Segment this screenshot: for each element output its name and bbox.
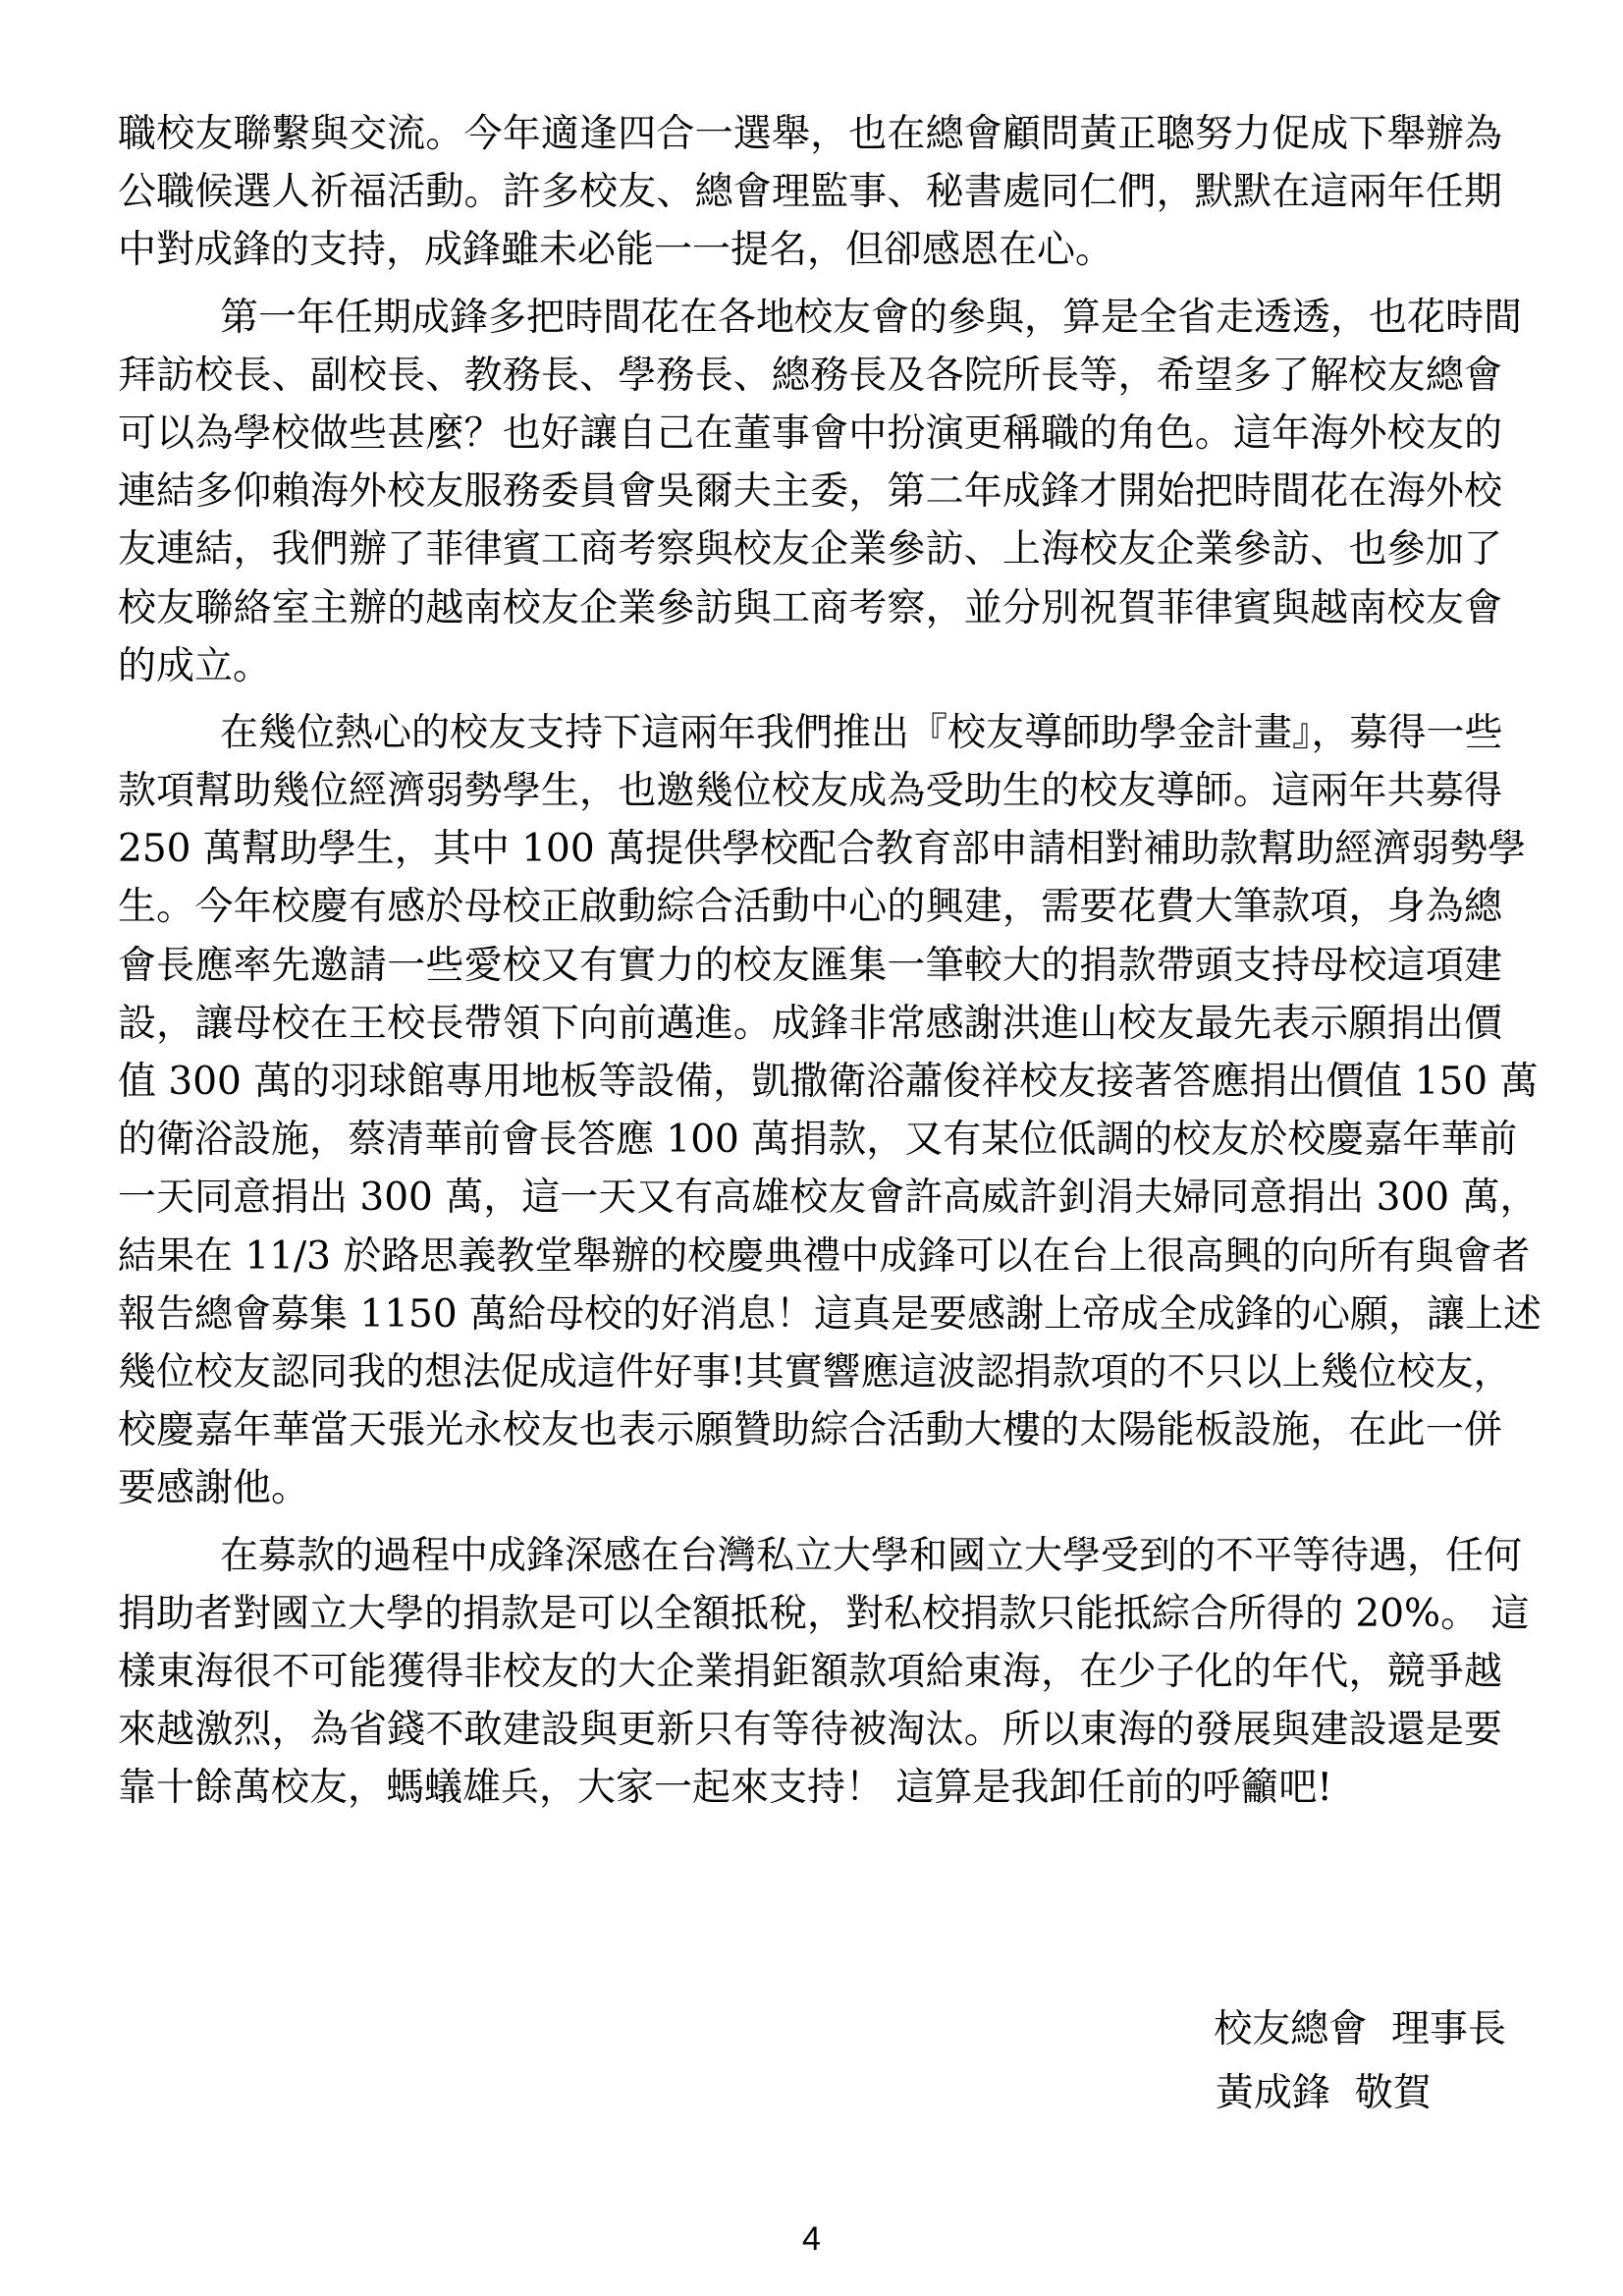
text-line: 結果在 11/3 於路思義教堂舉辦的校慶典禮中成鋒可以在台上很高興的向所有與會者 [118,1233,1531,1279]
text-line: 可以為學校做些甚麼？也好讓自己在董事會中扮演更稱職的角色。這年海外校友的 [118,410,1502,456]
text-line: 的衛浴設施，蔡清華前會長答應 100 萬捐款，又有某位低調的校友於校慶嘉年華前 [118,1118,1518,1163]
text-line: 要感謝他。 [118,1466,310,1511]
text-line: 會長應率先邀請一些愛校又有實力的校友匯集一筆較大的捐款帶頭支持母校這項建 [118,943,1502,988]
text-line: 中對成鋒的支持，成鋒雖未必能一一提名，但卻感恩在心。 [118,228,1114,273]
text-line: 的成立。 [118,643,272,688]
text-line: 友連結，我們辦了菲律賓工商考察與校友企業參訪、上海校友企業參訪、也參加了 [118,527,1502,573]
text-line: 校慶嘉年華當天張光永校友也表示願贊助綜合活動大樓的太陽能板設施，在此一併 [118,1408,1502,1453]
text-line: 連結多仰賴海外校友服務委員會吳爾夫主委，第二年成鋒才開始把時間花在海外校 [118,469,1502,515]
text-line: 校友聯絡室主辦的越南校友企業參訪與工商考察，並分別祝賀菲律賓與越南校友會 [118,585,1502,630]
text-line: 樣東海很不可能獲得非校友的大企業捐鉅額款項給東海，在少子化的年代，競爭越 [118,1649,1502,1694]
text-line: 職校友聯繫與交流。今年適逢四合一選舉，也在總會顧問黃正聰努力促成下舉辦為 [118,112,1502,156]
paragraph [118,105,1502,280]
text-line: 設，讓母校在王校長帶領下向前邁進。成鋒非常感謝洪進山校友最先表示願捐出價 [118,1001,1502,1046]
text-line: 靠十餘萬校友，螞蟻雄兵，大家一起來支持！ 這算是我卸任前的呼籲吧! [118,1766,1333,1811]
paragraph [118,289,1523,695]
text-line: 款項幫助幾位經濟弱勢學生，也邀幾位校友成為受助生的校友導師。這兩年共募得 [118,769,1502,814]
text-line: 第一年任期成鋒多把時間花在各地校友會的參與，算是全省走透透，也花時間 [220,295,1523,340]
text-line: 在募款的過程中成鋒深感在台灣私立大學和國立大學受到的不平等待遇，任何 [220,1533,1523,1578]
page-number: 4 [802,2220,821,2258]
signature-name: 黃成鋒 敬賀 [1216,2071,1432,2115]
text-line: 250 萬幫助學生，其中 100 萬提供學校配合教育部申請相對補助款幫助經濟弱勢學 [118,827,1527,872]
text-line: 公職候選人祈福活動。許多校友、總會理監事、秘書處同仁們，默默在這兩年任期 [118,170,1502,215]
text-line: 幾位校友認同我的想法促成這件好事!其實響應這波認捐款項的不只以上幾位校友， [118,1349,1512,1394]
text-line: 報告總會募集 1150 萬給母校的好消息！這真是要感謝上帝成全成鋒的心願，讓上述 [118,1291,1542,1337]
text-line: 拜訪校長、副校長、教務長、學務長、總務長及各院所長等，希望多了解校友總會 [118,353,1502,398]
text-line: 在幾位熱心的校友支持下這兩年我們推出『校友導師助學金計畫』，募得一些 [220,710,1503,755]
text-line: 來越激烈，為省錢不敢建設與更新只有等待被淘汰。所以東海的發展與建設還是要 [118,1708,1502,1753]
text-line: 生。今年校慶有感於母校正啟動綜合活動中心的興建，需要花費大筆款項，身為總 [118,885,1502,930]
paragraph [118,704,1542,1518]
letter-body [118,105,1542,1817]
text-line: 一天同意捐出 300 萬，這一天又有高雄校友會許高威許釗涓夫婦同意捐出 300 萬， [118,1175,1539,1221]
paragraph [118,1527,1530,1818]
text-line: 值 300 萬的羽球館專用地板等設備，凱撒衛浴蕭俊祥校友接著答應捐出價值 150 萬 [118,1060,1539,1104]
text-line: 捐助者對國立大學的捐款是可以全額抵稅，對私校捐款只能抵綜合所得的 20%。 這 [118,1591,1530,1636]
signature-title: 校友總會 理事長 [1214,2007,1506,2051]
